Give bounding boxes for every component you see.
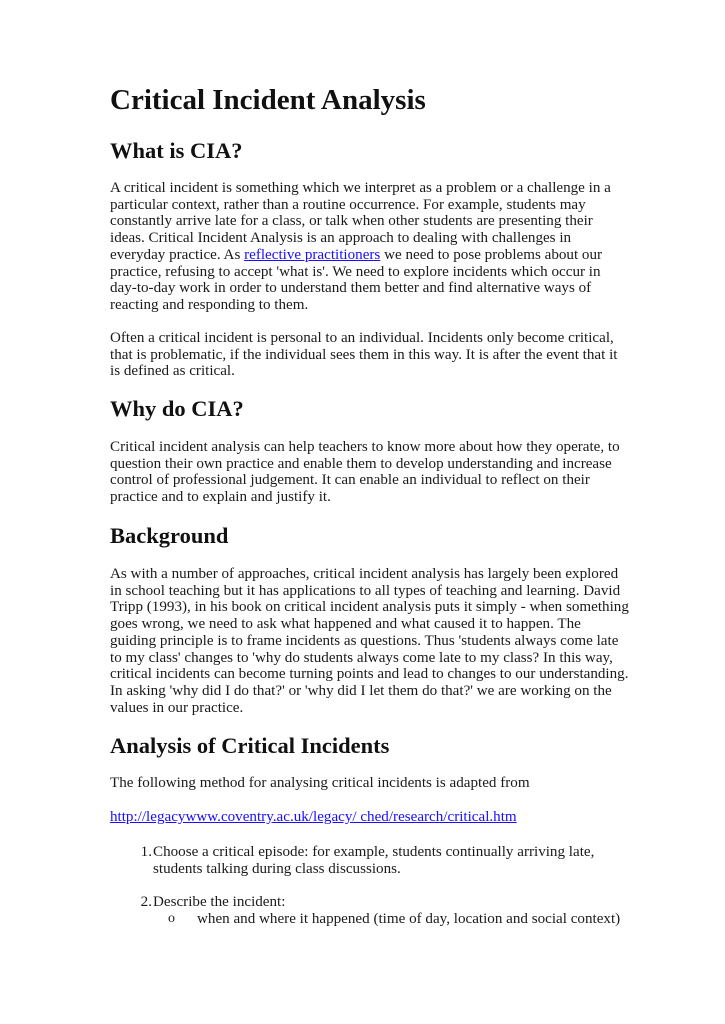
reflective-practitioners-link[interactable]: reflective practitioners bbox=[244, 246, 381, 263]
paragraph-analysis-intro: The following method for analysing critical incidents is adapted from bbox=[110, 775, 530, 791]
list-item-text: Choose a critical episode: for example, students continually arriving late, students talking during class discussions. bbox=[153, 844, 595, 877]
paragraph-what-is-cia-1: A critical incident is something which we interpret as a problem or a challenge in a particular context, rather than a routine occurrence. For example, students may constantly arrive late for a class, or talk when other students are presenting their ideas. Critical Incident Analysis is an approach to dealing with challenges in everyday practice. As reflective practitioners we need to pose problems about our practice, refusing to accept 'what is'. We need to explore incidents which occur in day-to-day work in order to understand them better and find alternative ways of reacting and responding to them. bbox=[110, 180, 611, 313]
paragraph-why-do-cia: Critical incident analysis can help teachers to know more about how they operate, to question their own practice and enable them to develop understanding and increase control of professional judgement. It can enable an individual to reflect on their practice and to explain and justify it. bbox=[110, 439, 620, 506]
paragraph-what-is-cia-2: Often a critical incident is personal to an individual. Incidents only become critical, that is problematic, if the individual sees them in this way. It is after the event that it is defined as critical. bbox=[110, 330, 618, 380]
heading-why-do-cia: Why do CIA? bbox=[110, 396, 244, 421]
heading-analysis: Analysis of Critical Incidents bbox=[110, 733, 390, 758]
circle-bullet-icon: o bbox=[168, 911, 175, 926]
list-number: 2. bbox=[140, 894, 152, 910]
heading-background: Background bbox=[110, 523, 229, 548]
heading-what-is-cia: What is CIA? bbox=[110, 138, 243, 163]
coventry-url-paragraph bbox=[110, 809, 630, 826]
list-item-text: Describe the incident: bbox=[153, 894, 286, 910]
paragraph-background: As with a number of approaches, critical incident analysis has largely been explored in school teaching but it has applications to all types of teaching and learning. David Tripp (1993), in his book on critical incident analysis puts it simply - when something goes wrong, we need to ask what happened and what caused it to happen. The guiding principle is to frame incidents as questions. Thus 'students always come late to my class' changes to 'why do students always come late to my class? In this way, critical incidents can become turning points and lead to changes to our understanding. In asking 'why did I do that?' or 'why did I let them do that?' we are working on the values in our practice. bbox=[110, 566, 629, 716]
coventry-url-link[interactable]: http://legacywww.coventry.ac.uk/legacy/ ched/research/critical.htm bbox=[110, 809, 517, 825]
list-number: 1. bbox=[140, 844, 152, 860]
sub-list-item-text: when and where it happened (time of day, location and social context) bbox=[197, 911, 621, 927]
document-title: Critical Incident Analysis bbox=[110, 84, 426, 116]
